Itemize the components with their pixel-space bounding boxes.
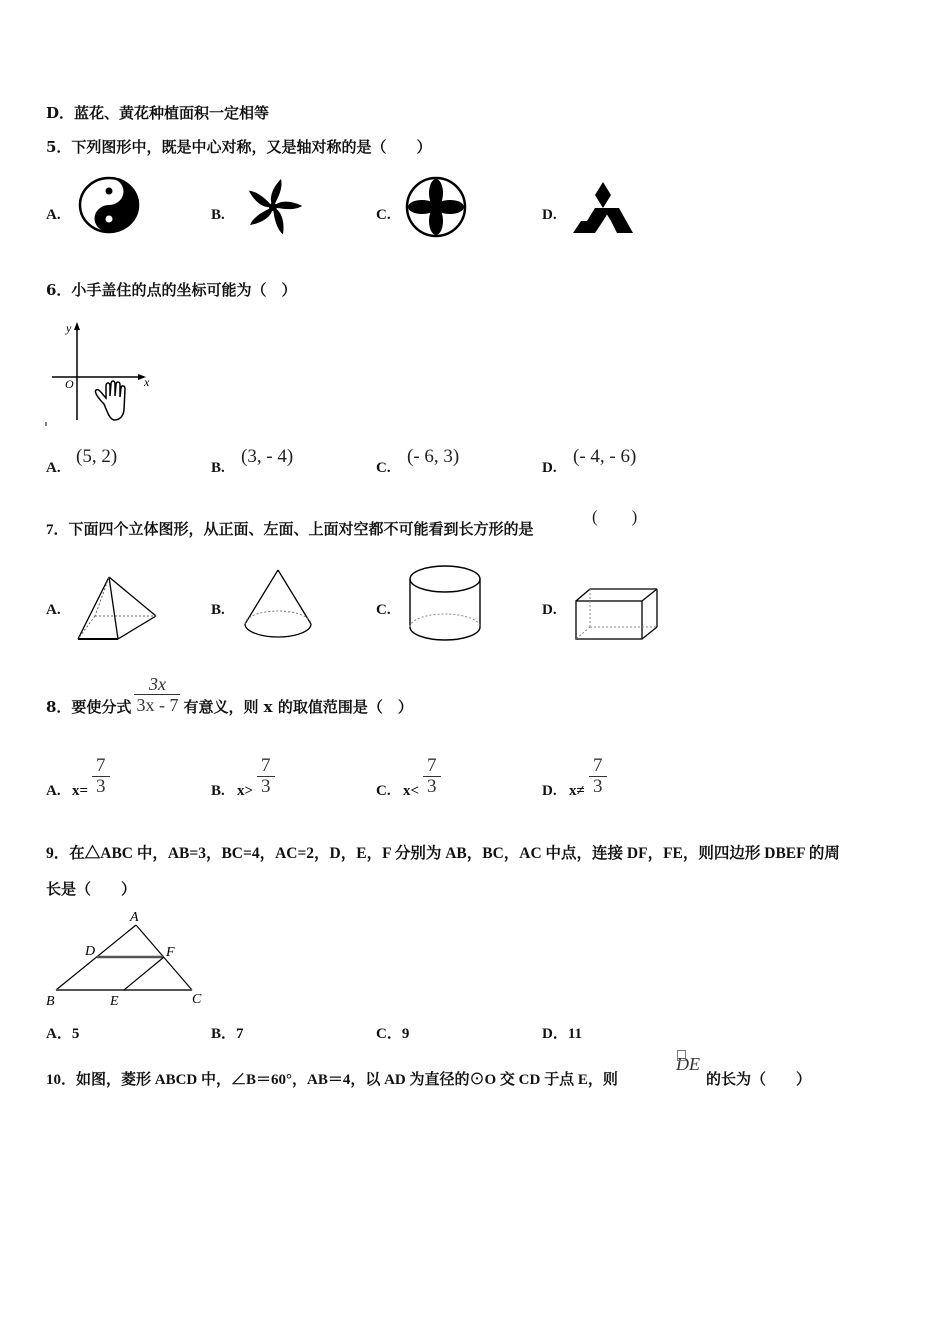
q7-stem: 7．下面四个立体图形，从正面、左面、上面对空都不可能看到长方形的是 xyxy=(46,522,534,538)
svg-text:x: x xyxy=(144,375,150,389)
q6-option-b-label: B. xyxy=(211,460,225,476)
q8-option-a-fraction xyxy=(92,756,110,797)
q6-stem: 6．小手盖住的点的坐标可能为（ ） xyxy=(46,281,297,299)
q8-fraction-numerator: 3x xyxy=(148,674,166,694)
q8-option-d-label: D. xyxy=(542,783,557,799)
vertex-a-label: A xyxy=(130,910,139,925)
q8-fraction-denominator: 3x - 7 xyxy=(136,695,179,715)
fraction-denominator: 3 xyxy=(427,776,437,797)
q6-option-b-value: (3, - 4) xyxy=(241,446,294,467)
q9-option-c: C．9 xyxy=(376,1026,410,1042)
q8-stem-after: 有意义，则 x 的取值范围是（ ） xyxy=(183,698,413,716)
triangle-midpoints-figure xyxy=(40,905,220,1010)
q7-option-c-label: C. xyxy=(376,602,391,618)
q9-option-b: B．7 xyxy=(211,1026,244,1042)
q6-option-d-label: D. xyxy=(542,460,557,476)
q8-option-d-fraction xyxy=(589,756,607,797)
q7-option-b-label: B. xyxy=(211,602,225,618)
q8-option-a-label: A. xyxy=(46,783,61,799)
vertex-c-label: C xyxy=(192,992,202,1007)
q8-option-c-prefix: x< xyxy=(403,783,420,799)
three-diamond-logo-icon xyxy=(573,182,633,234)
q5-stem: 5．下列图形中，既是中心对称，又是轴对称的是（ ） xyxy=(46,138,432,156)
cylinder-icon xyxy=(407,563,483,645)
q8-option-c-label: C. xyxy=(376,783,391,799)
q5-option-d-label: D. xyxy=(542,207,557,223)
q5-option-b-label: B. xyxy=(211,207,225,223)
q6-option-c-label: C. xyxy=(376,460,391,476)
q9-option-a: A．5 xyxy=(46,1026,80,1042)
fraction-denominator: 3 xyxy=(261,776,271,797)
q10-arc-de xyxy=(676,1054,700,1075)
q6-option-d-value: (- 4, - 6) xyxy=(573,446,637,467)
vertex-b-label: B xyxy=(46,994,55,1009)
cuboid-icon xyxy=(574,587,660,643)
vertex-e-label: E xyxy=(110,994,119,1009)
q8-fraction xyxy=(134,674,180,715)
q6-option-a-value: (5, 2) xyxy=(76,446,118,467)
q9-option-d: D．11 xyxy=(542,1026,583,1042)
fraction-denominator: 3 xyxy=(593,776,603,797)
q9-stem-line1: 9．在△ABC 中，AB=3，BC=4，AC=2，D，E，F 分别为 AB，BC，AC 中点，连接 DF，FE，则四边形 DBEF 的周 xyxy=(46,845,840,862)
fraction-numerator: 7 xyxy=(261,755,271,776)
fraction-numerator: 7 xyxy=(593,755,603,776)
arc-label: DE xyxy=(676,1054,700,1074)
q8-option-b-label: B. xyxy=(211,783,225,799)
coordinate-plane-with-hand-figure xyxy=(44,320,154,430)
q8-stem xyxy=(46,672,413,717)
four-petal-circle-icon xyxy=(405,176,467,238)
q4-option-d: D．蓝花、黄花种植面积一定相等 xyxy=(46,104,270,122)
q8-option-b-fraction xyxy=(257,756,275,797)
q5-option-a-label: A. xyxy=(46,207,61,223)
q7-paren: ( ) xyxy=(592,507,638,526)
q8-option-d-prefix: x≠ xyxy=(569,783,585,799)
vertex-d-label: D xyxy=(85,944,96,959)
q5-option-c-label: C. xyxy=(376,207,391,223)
arc-symbol-icon xyxy=(677,1050,686,1061)
svg-text:y: y xyxy=(66,321,72,335)
pyramid-icon xyxy=(76,575,158,643)
q7-option-a-label: A. xyxy=(46,602,61,618)
five-petal-flower-icon xyxy=(242,176,304,238)
q8-stem-before: 8．要使分式 xyxy=(46,698,132,716)
q8-option-b-prefix: x> xyxy=(237,783,254,799)
yin-yang-icon xyxy=(78,176,140,234)
q10-stem-before: 10．如图，菱形 ABCD 中，∠B＝60°，AB＝4，以 AD 为直径的⊙O 交 CD 于点 E，则 xyxy=(46,1072,618,1088)
fraction-denominator: 3 xyxy=(96,776,106,797)
q10-stem-after: 的长为（ ） xyxy=(706,1070,812,1088)
q6-option-a-label: A. xyxy=(46,460,61,476)
vertex-f-label: F xyxy=(166,945,175,960)
fraction-numerator: 7 xyxy=(96,755,106,776)
q8-option-c-fraction xyxy=(423,756,441,797)
cone-icon xyxy=(242,568,314,644)
q9-stem-line2: 长是（ ） xyxy=(46,882,137,898)
fraction-numerator: 7 xyxy=(427,755,437,776)
q6-option-c-value: (- 6, 3) xyxy=(407,446,460,467)
svg-text:O: O xyxy=(65,377,74,391)
q8-option-a-prefix: x= xyxy=(72,783,89,799)
q7-option-d-label: D. xyxy=(542,602,557,618)
